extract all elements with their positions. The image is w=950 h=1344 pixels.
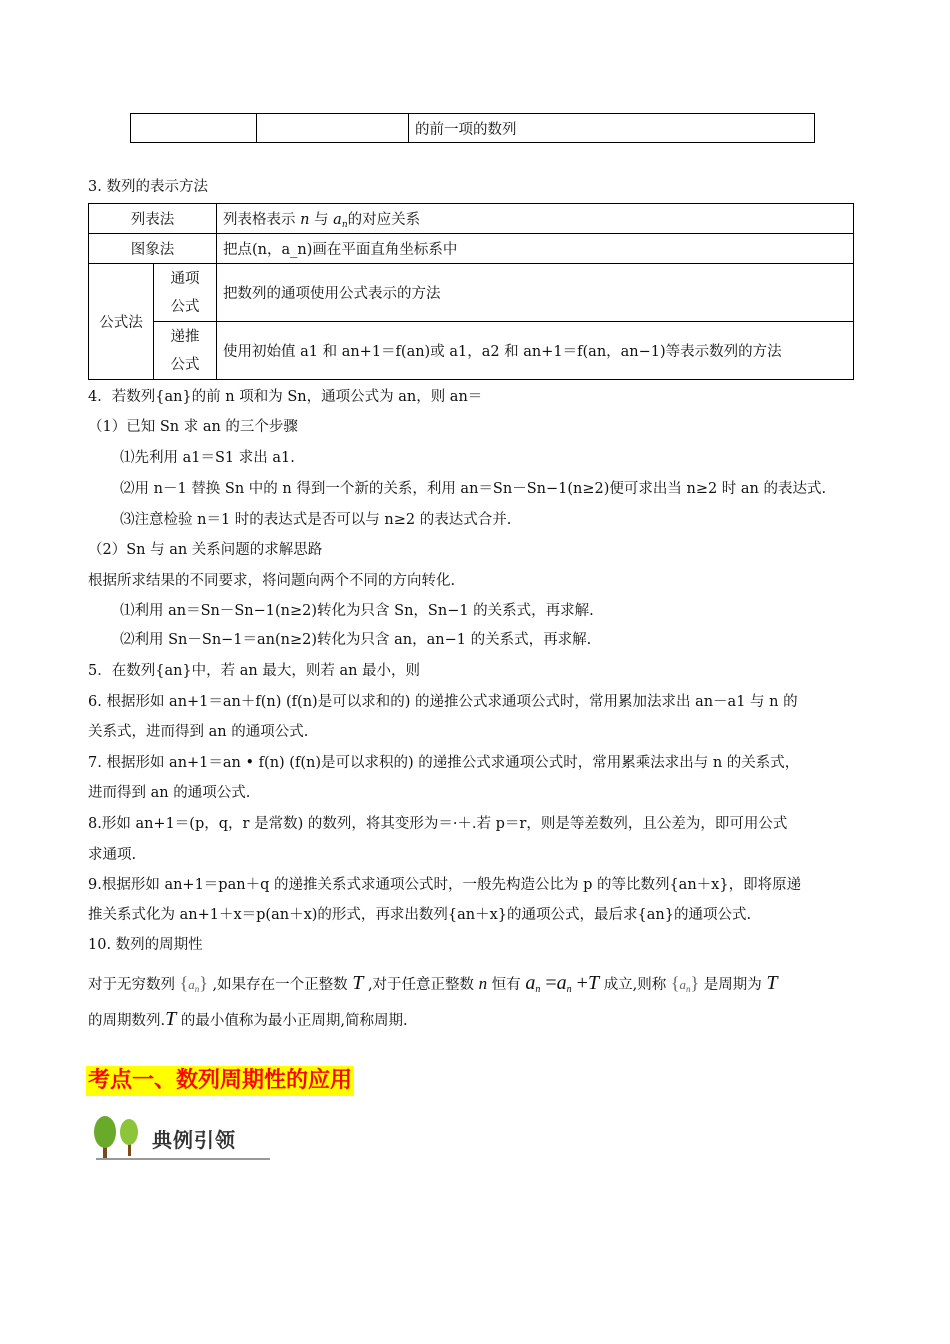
item-10-definition-line1 [88,966,778,1000]
item-4-1-c: ⑶注意检验 n＝1 时的表达式是否可以与 n≥2 的表达式合并. [120,512,512,528]
item-4: 4．若数列{an}的前 n 项和为 Sn，通项公式为 an，则 an＝ [88,389,483,405]
item-9-line1: 9.根据形如 an+1＝pan＋q 的递推关系式求通项公式时，一般先构造公比为 p 的等比数列{an＋x}，即将原递 [88,877,802,893]
item-4-1-a: ⑴先利用 a1＝S1 求出 a1. [120,450,295,466]
row-formula-label: 公式法 [89,264,154,380]
recursive-label-line1: 递推 [170,328,200,345]
item-10-title: 10. 数列的周期性 [88,937,203,953]
var-T-2: T [766,972,778,994]
section-heading: 考点一、数列周期性的应用 [88,1068,353,1093]
row-list-mid: 与 [309,211,334,228]
var-T-1: T [352,972,364,994]
def-text-1: 对于无穷数列 [88,977,175,993]
row-list-desc [217,204,854,234]
section-heading-highlight [86,1066,354,1096]
row-list-n: n [300,211,310,228]
row-list-label: 列表法 [89,204,217,234]
row-formula-general-desc: 把数列的通项使用公式表示的方法 [217,264,854,322]
def-text-7: 的周期数列. [88,1013,166,1029]
var-n: n [478,974,488,993]
item-7-line2: 进而得到 an 的通项公式. [88,785,251,801]
item-4-1: （1）已知 Sn 求 an 的三个步骤 [88,419,298,435]
def-text-8: 的最小值称为最小正周期,简称周期. [180,1013,408,1029]
item-9-line2: 推关系式化为 an+1＋x＝p(an＋x)的形式，再求出数列{an＋x}的通项公式，最后求{an}的通项公式. [88,907,752,923]
item-4-2: （2）Sn 与 an 关系问题的求解思路 [88,542,323,558]
top-table-cell-2 [257,114,409,143]
top-table-cell-3: 的前一项的数列 [409,114,815,143]
top-table [130,113,815,143]
row-formula-general-label [154,264,217,322]
def-text-5: 成立,则称 [603,977,667,993]
row-list-sub: n [341,219,348,230]
item-4-2-b: ⑵利用 Sn－Sn−1＝an(n≥2)转化为只含 an，an−1 的关系式，再求解. [120,632,592,648]
row-graph-label: 图象法 [89,234,217,264]
def-text-3: ,对于任意正整数 [367,977,475,993]
example-tag-label: 典例引领 [152,1128,236,1152]
general-label-line1: 通项 [170,270,200,287]
item-4-2-text: 根据所求结果的不同要求，将问题向两个不同的方向转化. [88,573,456,589]
row-graph-desc: 把点(n，a_n)画在平面直角坐标系中 [217,234,854,264]
row-formula-recursive-label [154,322,217,380]
row-list-a: a [333,211,342,228]
row-list-desc-post: 的对应关系 [347,211,421,228]
example-tag [88,1112,270,1164]
period-equation: $a_n =a_n +T$ [525,972,600,995]
top-table-cell-1 [131,114,257,143]
def-text-2: ,如果存在一个正整数 [212,977,348,993]
item-5: 5．在数列{an}中，若 an 最大，则若 an 最小，则 [88,663,421,679]
seq-an-formula-1: $\{a_n\}$ [179,973,208,994]
item-7-line1: 7. 根据形如 an+1＝an • f(n) (f(n)是可以求积的) 的递推公式求通项公式时，常用累乘法求出与 n 的关系式， [88,755,800,771]
tree-icon [88,1112,148,1164]
general-label-line2: 公式 [170,298,200,315]
seq-an-formula-2: $\{a_n\}$ [670,973,700,994]
item-4-2-a: ⑴利用 an＝Sn－Sn−1(n≥2)转化为只含 Sn，Sn−1 的关系式，再求解. [120,603,594,619]
section-3-title: 3. 数列的表示方法 [88,179,208,195]
var-T-3: T [165,1008,177,1030]
representation-table [88,203,854,380]
item-6-line1: 6. 根据形如 an+1＝an＋f(n) (f(n)是可以求和的) 的递推公式求通项公式时，常用累加法求出 an－a1 与 n 的 [88,694,798,710]
row-list-desc-pre: 列表格表示 [223,211,301,228]
def-text-6: 是周期为 [703,977,762,993]
def-text-4: 恒有 [491,977,521,993]
item-8-line1: 8.形如 an+1＝(p，q，r 是常数) 的数列，将其变形为＝·＋.若 p＝r，则是等差数列，且公差为，即可用公式 [88,816,788,832]
item-6-line2: 关系式，进而得到 an 的通项公式. [88,724,309,740]
example-tag-underline [96,1158,270,1160]
row-formula-recursive-desc: 使用初始值 a1 和 an+1＝f(an)或 a1，a2 和 an+1＝f(an，an−1)等表示数列的方法 [217,322,854,380]
item-10-definition-line2 [88,1008,408,1031]
item-4-1-b: ⑵用 n－1 替换 Sn 中的 n 得到一个新的关系，利用 an＝Sn－Sn−1(n≥2)便可求出当 n≥2 时 an 的表达式. [120,481,827,497]
item-8-line2: 求通项. [88,847,137,863]
recursive-label-line2: 公式 [170,356,200,373]
